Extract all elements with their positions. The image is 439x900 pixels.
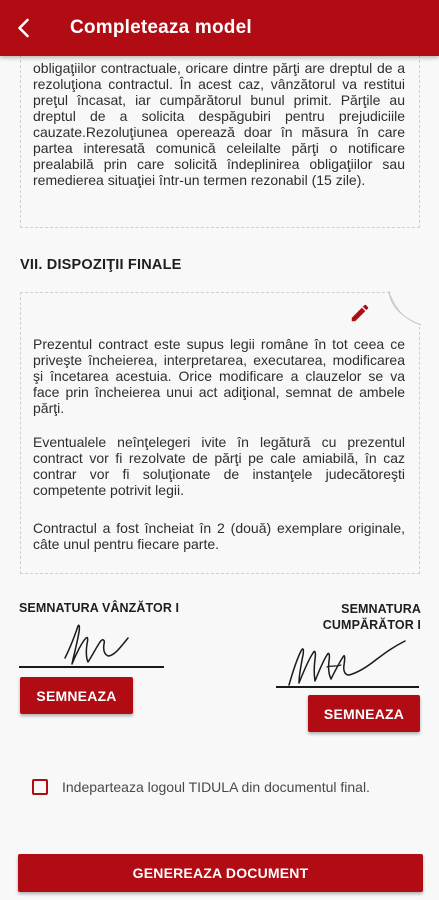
page-curl-icon [387,291,421,327]
buyer-signature-line [276,686,419,688]
previous-clause-text: obligaţiilor contractuale, oricare dintre părţi are dreptul de a rezoluţiona contractul. În acest caz, vânzătorul va restitui preţul încasat, iar cumpărătorul bunul primit. Părţile au dreptul de a solicita despăgubiri pentru prejudiciile cauzate.Rezoluţiunea operează doar în măsura în care partea interesată comunică celeilalte părţi o notificare prealabilă prin care solicită îndeplinirea obligaţiilor sau remedierea situaţiei într-un termen rezonabil (15 zile). [33,60,405,188]
final-provisions-card[interactable] [20,292,420,574]
final-provisions-paragraph-1: Prezentul contract este supus legii române în tot ceea ce priveşte încheierea, interpretarea, executarea, modificarea şi încetarea acestuia. Orice modificare a clauzelor se va face prin încheierea unui act adiţional, semnat de ambele părţi. [33,336,405,416]
pencil-icon[interactable] [349,302,371,324]
seller-sign-button[interactable]: SEMNEAZA [20,677,133,714]
buyer-signature-label-line2: CUMPĂRĂTOR I [322,618,421,632]
remove-logo-label[interactable]: Indeparteaza logoul TIDULA din documentul final. [62,779,370,795]
generate-document-button[interactable]: GENEREAZA DOCUMENT [18,854,423,892]
seller-signature-image [62,622,134,668]
arrow-left-icon [12,16,36,40]
final-provisions-paragraph-3: Contractul a fost încheiat în 2 (două) exemplare originale, câte unul pentru fiecare parte. [33,520,405,552]
buyer-signature-label-line1: SEMNATURA [341,602,421,616]
buyer-signature-image [287,637,409,689]
final-provisions-paragraph-2: Eventualele neînţelegeri ivite în legătură cu prezentul contract vor fi rezolvate de părţi pe cale amiabilă, în caz contrar vor fi soluţionate de instanţele judecătoreşti competente potrivit legii. [33,434,405,498]
remove-logo-checkbox[interactable] [32,779,48,795]
back-button[interactable] [0,0,48,56]
section-title-final-provisions: VII. DISPOZIŢII FINALE [20,257,182,273]
seller-signature-label: SEMNATURA VÂNZĂTOR I [19,601,180,615]
buyer-sign-button[interactable]: SEMNEAZA [308,695,420,732]
page-title: Completeaza model [70,17,252,38]
buyer-signature-label [323,601,421,633]
app-bar [0,0,439,56]
seller-signature-line [19,666,164,668]
